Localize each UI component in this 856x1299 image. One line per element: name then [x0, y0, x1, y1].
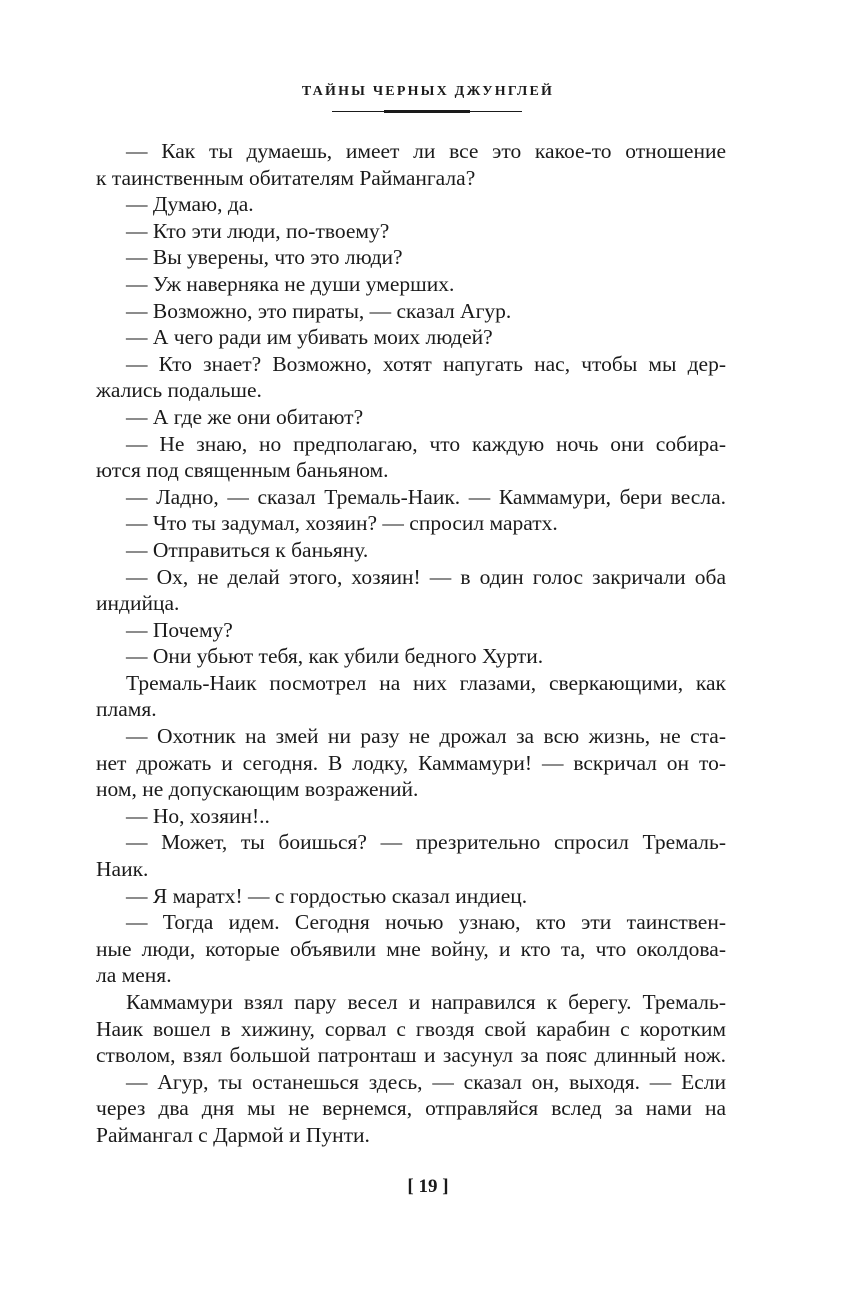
text-line: ные люди, которые объявили мне войну, и кто та, что околдова-	[96, 936, 726, 961]
text-line: — А где же они обитают?	[126, 404, 364, 429]
text-line: — Они убьют тебя, как убили бедного Хурти.	[126, 644, 544, 669]
text-line: индийца.	[96, 591, 180, 616]
text-line: ном, не допускающим возражений.	[96, 777, 419, 802]
text-line: — Думаю, да.	[126, 192, 254, 217]
text-line: пламя.	[96, 697, 157, 722]
text-line: — Тогда идем. Сегодня ночью узнаю, кто эти таинствен-	[126, 910, 726, 935]
text-line: ются под священным баньяном.	[96, 458, 389, 483]
text-line: Раймангал с Дармой и Пунти.	[96, 1122, 370, 1147]
text-line: Наик вошел в хижину, сорвал с гвоздя свой карабин с коротким	[96, 1016, 726, 1041]
text-line: жались подальше.	[96, 378, 262, 403]
text-line: — Как ты думаешь, имеет ли все это какое-то отношение	[126, 139, 726, 163]
text-line: нет дрожать и сегодня. В лодку, Каммамури! — вскричал он то-	[96, 750, 726, 775]
text-line: — Уж наверняка не души умерших.	[126, 271, 455, 296]
text-line: Наик.	[96, 857, 149, 882]
text-line: — Вы уверены, что это люди?	[126, 245, 403, 270]
page-number: [ 19 ]	[407, 1176, 449, 1197]
text-line: — Охотник на змей ни разу не дрожал за всю жизнь, не ста-	[126, 724, 726, 749]
running-title: ТАЙНЫ ЧЕРНЫХ ДЖУНГЛЕЙ	[301, 84, 555, 99]
text-line: — Может, ты боишься? — презрительно спросил Тремаль-	[126, 830, 726, 855]
text-line: ла меня.	[96, 963, 172, 988]
text-line: через два дня мы не вернемся, отправляйся вслед за нами на	[96, 1096, 726, 1121]
text-line: Тремаль-Наик посмотрел на них глазами, сверкающими, как	[126, 670, 726, 695]
text-line: — Кто знает? Возможно, хотят напугать нас, чтобы мы дер-	[126, 351, 726, 376]
text-line: — Возможно, это пираты, — сказал Агур.	[126, 298, 512, 323]
header-rule-ornament	[384, 110, 470, 113]
text-line: стволом, взял большой патронташ и засунул за пояс длинный нож.	[96, 1043, 726, 1068]
text-line: — Агур, ты останешься здесь, — сказал он, выходя. — Если	[126, 1069, 726, 1094]
text-line: — А чего ради им убивать моих людей?	[126, 325, 493, 350]
text-line: — Отправиться к баньяну.	[126, 537, 369, 562]
text-line: к таинственным обитателям Раймангала?	[96, 165, 476, 190]
text-line: — Ладно, — сказал Тремаль-Наик. — Каммамури, бери весла.	[126, 484, 726, 509]
text-line: — Не знаю, но предполагаю, что каждую ночь они собира-	[126, 431, 726, 456]
body-text	[96, 138, 726, 1149]
text-line: — Что ты задумал, хозяин? — спросил маратх.	[126, 511, 558, 536]
text-line: — Я маратх! — с гордостью сказал индиец.	[126, 883, 528, 908]
text-line: — Кто эти люди, по-твоему?	[126, 218, 390, 243]
text-line: Каммамури взял пару весел и направился к берегу. Тремаль-	[126, 990, 726, 1014]
text-line: — Ох, не делай этого, хозяин! — в один голос закричали оба	[126, 564, 726, 589]
text-line: — Почему?	[126, 617, 233, 642]
text-line: — Но, хозяин!..	[126, 803, 270, 828]
